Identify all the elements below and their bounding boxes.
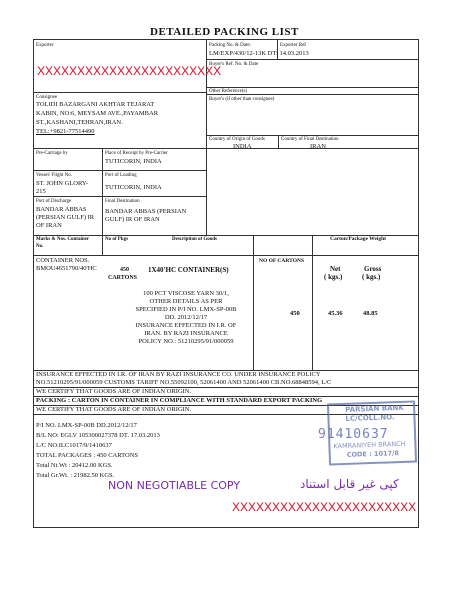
buyer-label: Buyer's (if other than consignee) <box>209 97 275 102</box>
divider <box>102 148 103 235</box>
gross-unit: ( kgs.) <box>362 273 381 281</box>
goods-description: POLICY NO.: 51210295/91/000059 <box>138 338 234 345</box>
container-type: 1X40'HC CONTAINER(S) <box>148 266 229 274</box>
port-loading-label: Port of Loading <box>105 173 137 178</box>
certify-line: WE CERTIFY THAT GOODS ARE OF INDIAN ORIGIN. <box>36 388 192 395</box>
package-unit: CARTONS <box>108 275 138 281</box>
bottom-redacted: XXXXXXXXXXXXXXXXXXXXXXX <box>232 500 417 514</box>
footer-line: P/I NO. LMX-SP-00B DD.2012/12/17 <box>36 422 137 429</box>
consignee-label: Consignee <box>36 95 58 100</box>
footer-line: Total Nt.Wt : 20412.00 KGS. <box>36 462 113 469</box>
footer-line: TOTAL PACKAGES : 450 CARTONS <box>36 452 139 459</box>
exporter-ref-label: Exporter Ref <box>280 43 306 48</box>
consignee-line: KABIN, NO:6, MEYSAM AVE.,PAYAMBAR <box>36 110 159 117</box>
net-unit: ( kgs.) <box>324 273 343 281</box>
divider <box>206 135 419 136</box>
goods-description: DD. 2012/12/17 <box>164 314 208 321</box>
port-discharge-value: (PERSIAN GULF) IR <box>36 214 95 221</box>
stamp-lc-label: LC/COLL.NO. <box>345 413 395 423</box>
port-discharge-value: OF IRAN <box>36 222 62 229</box>
divider <box>206 87 419 88</box>
insurance-line: INSURANCE EFFECTED IN I.R. OF IRAN BY RAZI INSURANCE CO. UNDER INSURANCE POLICY <box>36 371 321 378</box>
packing-note: PACKING : CARTON IN CONTAINER IN COMPLIANCE WITH STANDARD EXPORT PACKING <box>36 397 323 404</box>
stamp-branch: KAMRANIYEH BRANCH <box>333 439 406 451</box>
goods-description: OTHER DETAILS AS PER <box>149 298 223 305</box>
stamp-code: CODE : 1017/8 <box>346 449 400 459</box>
document-title: DETAILED PACKING LIST <box>150 26 299 38</box>
divider <box>33 148 419 149</box>
divider <box>278 135 279 148</box>
marks-header: No. <box>36 244 44 249</box>
goods-description: SPECIFIED IN P/I NO. LMX-SP-00B <box>135 306 237 313</box>
goods-description: INSURANCE EFFECTED IN I.R. OF <box>135 322 237 329</box>
container-numbers: BMOU4651790/40'HC <box>36 265 97 272</box>
final-destination-value: BANDAR ABBAS (PERSIAN <box>105 208 187 215</box>
packing-no-value: LM/EXP/430/12-13K DT: 14.03.2013 <box>209 50 309 57</box>
footer-line: B/L NO: EGLV 105300027378 DT. 17.03.2013 <box>36 432 160 439</box>
destination-country-value: IRAN <box>310 143 326 150</box>
marks-header: Marks & Nos. Container <box>36 237 90 242</box>
final-destination-label: Final Destination <box>105 199 140 204</box>
divider <box>33 92 206 93</box>
port-discharge-label: Port of Discharge <box>36 199 72 204</box>
divider <box>206 59 419 60</box>
vessel-value: 215 <box>36 188 46 195</box>
divider <box>33 170 206 171</box>
divider <box>206 148 207 235</box>
consignee-phone: TEL:+9821-77514490 <box>36 128 95 135</box>
container-numbers: CONTAINER NOS. <box>36 257 90 264</box>
other-refs-label: Other Reference(s) <box>209 89 248 94</box>
divider <box>33 255 419 256</box>
divider <box>206 94 419 95</box>
gross-weight-value: 48.85 <box>363 310 378 317</box>
exporter-label: Exporter <box>36 43 54 48</box>
receipt-place-value: TUTICORIN, INDIA <box>105 158 162 165</box>
stamp-bank-name: PARSIAN BANK <box>345 403 404 414</box>
no-of-cartons-header: NO OF CARTONS <box>259 258 305 264</box>
net-weight-value: 45.36 <box>328 310 343 317</box>
consignee-line: TOLIDI BAZARGANI AKHTAR TEJARAT <box>36 101 155 108</box>
divider <box>33 196 206 197</box>
vessel-value: ST. JOHN GLORY- <box>36 180 89 187</box>
net-header: Net <box>330 265 341 273</box>
package-count: 450 <box>120 267 129 273</box>
packing-no-label: Packing No. & Date: <box>209 43 251 48</box>
footer-line: L/C NO.ILC1017/9/1410637 <box>36 442 112 449</box>
weight-header: Carton/Package Weight <box>330 236 386 242</box>
divider <box>102 235 103 255</box>
port-discharge-value: BANDAR ABBAS <box>36 206 87 213</box>
buyer-ref-label: Buyer's Ref. No. & Date <box>209 62 259 67</box>
final-destination-value: GULF) IR OF IRAN <box>105 216 160 223</box>
vessel-label: Vessel/ Flight No. <box>36 173 72 178</box>
origin-country-value: INDIA <box>233 143 252 150</box>
non-negotiable-label: NON NEGOTIABLE COPY <box>108 479 241 492</box>
cartons-value: 450 <box>290 310 300 317</box>
exporter-redacted: XXXXXXXXXXXXXXXXXXXXXXX <box>37 64 222 78</box>
insurance-line: NO.51210295/91/000059 CUSTOMS TARIFF NO.55092100, 52061400 AND 52061400 CB.NO.68848594, L/C <box>36 379 332 386</box>
pre-carriage-label: Pre-Carriage by <box>36 151 68 156</box>
certify-line: WE CERTIFY THAT GOODS ARE OF INDIAN ORIGIN. <box>36 406 192 413</box>
destination-country-label: Country of Final Destination <box>281 137 339 142</box>
persian-copy-label: کپی غیر قابل استناد <box>300 477 399 491</box>
goods-description: IRAN. BY RAZI INSURANCE <box>144 330 228 337</box>
gross-header: Gross <box>364 265 382 273</box>
consignee-line: ST.,KASHANI,TEHRAN,IRAN. <box>36 119 123 126</box>
receipt-place-label: Place of Receipt by Pre-Carrier <box>105 151 168 156</box>
footer-line: Total Gr.Wt. : 21982.50 KGS. <box>36 472 115 479</box>
stamp-lc-number: 91410637 <box>318 427 389 442</box>
description-header: Description of Goods <box>172 237 217 242</box>
origin-country-label: Country of Origin of Goods <box>209 137 265 142</box>
port-loading-value: TUTICORIN, INDIA <box>105 184 162 191</box>
pkgs-header: No of Pkgs <box>105 237 129 242</box>
goods-description: 100 PCT VISCOSE YARN 30/1, <box>143 290 229 297</box>
